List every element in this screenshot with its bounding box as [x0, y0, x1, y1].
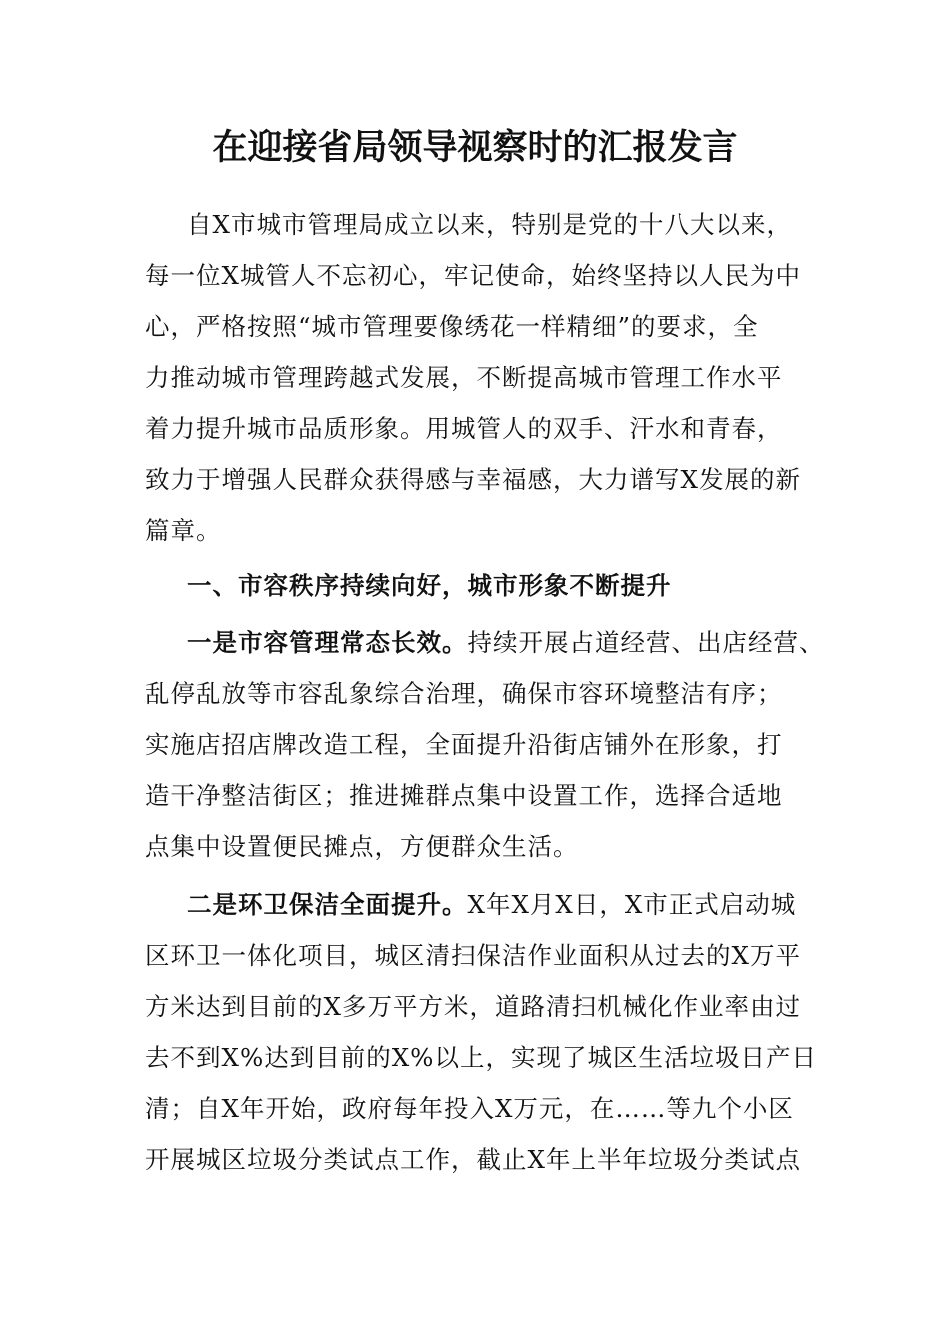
- item1-line: 造干净整洁街区；推进摊群点集中设置工作，选择合适地: [145, 781, 783, 810]
- item2-first-line-rest: X年X月X日，X市正式启动城: [467, 890, 797, 919]
- intro-line: 心，严格按照“城市管理要像绣花一样精细”的要求，全: [145, 312, 759, 341]
- item2-paragraph: [145, 879, 820, 1185]
- item2-line: 区环卫一体化项目，城区清扫保洁作业面积从过去的X万平: [145, 941, 801, 970]
- intro-line: 致力于增强人民群众获得感与幸福感，大力谱写X发展的新: [145, 465, 801, 494]
- item2-line: 开展城区垃圾分类试点工作，截止X年上半年垃圾分类试点: [145, 1145, 801, 1174]
- item1-line: 点集中设置便民摊点，方便群众生活。: [145, 832, 579, 861]
- item2-lead: 二是环卫保洁全面提升。: [187, 890, 468, 919]
- intro-line: 每一位X城管人不忘初心，牢记使命，始终坚持以人民为中: [145, 261, 801, 290]
- item2-line: 清；自X年开始，政府每年投入X万元，在……等九个小区: [145, 1094, 794, 1123]
- item1-line: 实施店招店牌改造工程，全面提升沿街店铺外在形象，打: [145, 730, 783, 759]
- intro-line: 着力提升城市品质形象。用城管人的双手、汗水和青春，: [145, 414, 783, 443]
- item2-first-line: [145, 879, 820, 930]
- item1-lead: 一是市容管理常态长效。: [187, 628, 468, 657]
- item1-paragraph: [145, 617, 825, 872]
- document-title: 在迎接省局领导视察时的汇报发言: [212, 127, 738, 168]
- intro-line: 自X市城市管理局成立以来，特别是党的十八大以来，: [187, 210, 792, 239]
- item1-first-line-rest: 持续开展占道经营、出店经营、: [467, 628, 825, 657]
- item1-line: 乱停乱放等市容乱象综合治理，确保市容环境整洁有序；: [145, 679, 783, 708]
- section-heading: [145, 560, 820, 611]
- intro-paragraph: [145, 199, 820, 556]
- item2-line: 方米达到目前的X多万平方米，道路清扫机械化作业率由过: [145, 992, 801, 1021]
- intro-line: 力推动城市管理跨越式发展，不断提高城市管理工作水平: [145, 363, 783, 392]
- item1-first-line: [145, 617, 825, 668]
- item2-line: 去不到X%达到目前的X%以上，实现了城区生活垃圾日产日: [145, 1043, 817, 1072]
- intro-line: 篇章。: [145, 516, 222, 545]
- section-heading-text: 一、市容秩序持续向好，城市形象不断提升: [187, 571, 672, 600]
